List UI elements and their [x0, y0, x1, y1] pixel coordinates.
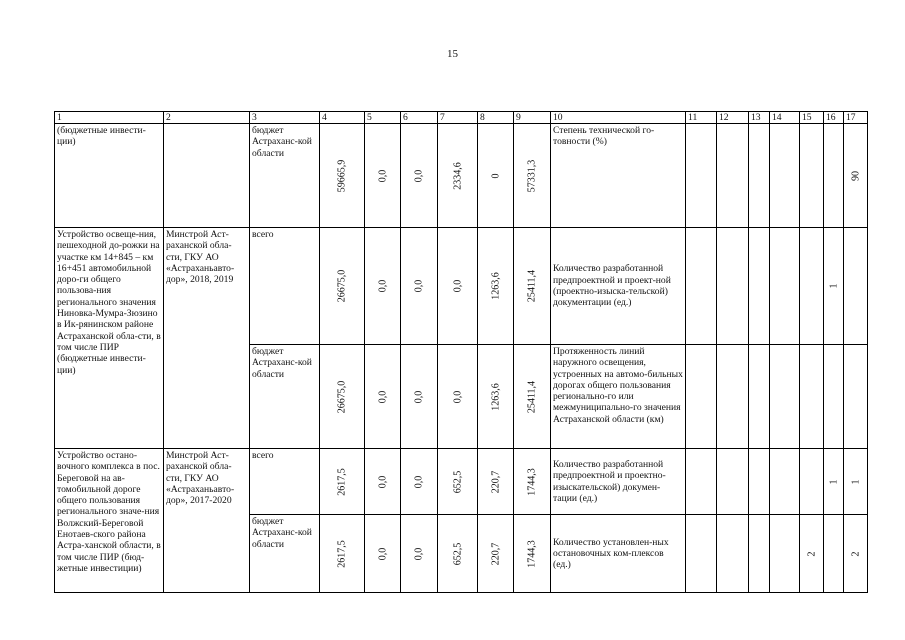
column-header: 6 — [401, 112, 438, 124]
column-header: 8 — [478, 112, 514, 124]
indicator-value-cell — [717, 449, 749, 515]
indicator-value-cell — [824, 515, 844, 593]
activity-name-cell: (бюджетные инвести-ции) — [55, 124, 164, 228]
amount-cell: 0,0 — [365, 515, 401, 593]
funding-source-cell: бюджет Астраханс-кой области — [250, 345, 320, 449]
amount-cell: 652,5 — [438, 515, 478, 593]
amount-cell: 1263,6 — [478, 345, 514, 449]
indicator-cell: Количество установлен-ных остановочных ком-плексов (ед.) — [551, 515, 686, 593]
column-header: 4 — [320, 112, 365, 124]
indicator-value-cell — [844, 228, 868, 345]
funding-source-cell: бюджет Астраханс-кой области — [250, 124, 320, 228]
column-header: 7 — [438, 112, 478, 124]
indicator-value-cell: 1 — [844, 449, 868, 515]
column-header: 13 — [749, 112, 770, 124]
indicator-value-cell — [717, 345, 749, 449]
indicator-value-cell — [686, 515, 717, 593]
indicator-value-cell — [749, 515, 770, 593]
amount-cell: 0,0 — [438, 228, 478, 345]
indicator-value-cell — [770, 449, 800, 515]
amount-cell: 0,0 — [365, 124, 401, 228]
amount-cell: 0,0 — [438, 345, 478, 449]
column-number-row — [55, 112, 868, 124]
indicator-value-cell — [686, 449, 717, 515]
funding-source-cell: всего — [250, 228, 320, 345]
column-header: 12 — [717, 112, 749, 124]
page-number: 15 — [447, 48, 458, 60]
column-header: 16 — [824, 112, 844, 124]
table-row — [55, 228, 868, 345]
amount-cell: 1744,3 — [514, 449, 551, 515]
indicator-value-cell — [717, 124, 749, 228]
indicator-value-cell — [686, 124, 717, 228]
column-header: 2 — [164, 112, 250, 124]
indicator-value-cell — [800, 345, 824, 449]
indicator-value-cell — [686, 228, 717, 345]
total-amount-cell: 2617,5 — [320, 449, 365, 515]
amount-cell: 0,0 — [365, 449, 401, 515]
total-amount-cell: 2617,5 — [320, 515, 365, 593]
indicator-value-cell — [686, 345, 717, 449]
activity-name-cell: Устройство освеще-ния, пешеходной до-рожки на участке км 14+845 – км 16+451 автомобильной доро-ги общего пользова-ния регионального значения Ниновка-Мумра-Зюзино в Ик-рянинском районе Астраханской обла-сти, в том числе ПИР (бюджетные инвести-ции) — [55, 228, 164, 449]
indicator-value-cell — [717, 515, 749, 593]
column-header: 17 — [844, 112, 868, 124]
indicator-value-cell — [824, 124, 844, 228]
column-header: 14 — [770, 112, 800, 124]
indicator-cell: Степень технической го-товности (%) — [551, 124, 686, 228]
indicator-value-cell: 90 — [844, 124, 868, 228]
indicator-cell: Количество разработанной предпроектной и проектно-изыскательской) докумен-тации (ед.) — [551, 449, 686, 515]
amount-cell: 0,0 — [365, 228, 401, 345]
indicator-value-cell — [749, 345, 770, 449]
indicator-value-cell — [800, 124, 824, 228]
indicator-value-cell — [770, 228, 800, 345]
indicator-value-cell — [770, 124, 800, 228]
column-header: 3 — [250, 112, 320, 124]
funding-source-cell: бюджет Астраханс-кой области — [250, 515, 320, 593]
column-header: 11 — [686, 112, 717, 124]
amount-cell: 57331,3 — [514, 124, 551, 228]
amount-cell: 0,0 — [401, 449, 438, 515]
indicator-value-cell — [749, 124, 770, 228]
amount-cell: 652,5 — [438, 449, 478, 515]
activity-name-cell: Устройство остано-вочного комплекса в пос. Береговой на ав-томобильной дороге общего пользования регионального значе-ния Волжский-Береговой Енотаев-ского района Астра-ханской области, в том числе ПИР (бюд-жетные инвестиции) — [55, 449, 164, 593]
column-header: 5 — [365, 112, 401, 124]
amount-cell: 25411,4 — [514, 345, 551, 449]
amount-cell: 25411,4 — [514, 228, 551, 345]
indicator-value-cell: 1 — [824, 449, 844, 515]
total-amount-cell: 26675,0 — [320, 345, 365, 449]
amount-cell: 220,7 — [478, 515, 514, 593]
column-header: 15 — [800, 112, 824, 124]
indicator-value-cell — [824, 345, 844, 449]
table-row — [55, 124, 868, 228]
executor-cell: Минстрой Аст-раханской обла-сти, ГКУ АО «Астраханьавто-дор», 2018, 2019 — [164, 228, 250, 449]
amount-cell: 0,0 — [401, 228, 438, 345]
amount-cell: 0,0 — [401, 124, 438, 228]
column-header: 1 — [55, 112, 164, 124]
indicator-value-cell — [800, 449, 824, 515]
indicator-value-cell — [800, 228, 824, 345]
total-amount-cell: 59665,9 — [320, 124, 365, 228]
amount-cell: 0,0 — [401, 515, 438, 593]
indicator-value-cell: 1 — [824, 228, 844, 345]
indicator-cell: Протяженность линий наружного освещения, устроенных на автомо-бильных дорогах общего пользования регионально-го или межмуниципально-го значения Астраханской области (км) — [551, 345, 686, 449]
executor-cell: Минстрой Аст-раханской обла-сти, ГКУ АО «Астраханьавто-дор», 2017-2020 — [164, 449, 250, 593]
funding-source-cell: всего — [250, 449, 320, 515]
indicator-value-cell — [844, 345, 868, 449]
amount-cell: 1744,3 — [514, 515, 551, 593]
total-amount-cell: 26675,0 — [320, 228, 365, 345]
amount-cell: 220,7 — [478, 449, 514, 515]
indicator-value-cell — [717, 228, 749, 345]
indicator-value-cell — [770, 515, 800, 593]
amount-cell: 0,0 — [401, 345, 438, 449]
program-table — [54, 111, 868, 593]
column-header: 9 — [514, 112, 551, 124]
indicator-value-cell: 2 — [800, 515, 824, 593]
executor-cell — [164, 124, 250, 228]
indicator-value-cell — [749, 449, 770, 515]
amount-cell: 2334,6 — [438, 124, 478, 228]
indicator-cell: Количество разработанной предпроектной и проект-ной (проектно-изыска-тельской) документации (ед.) — [551, 228, 686, 345]
indicator-value-cell — [749, 228, 770, 345]
column-header: 10 — [551, 112, 686, 124]
indicator-value-cell — [770, 345, 800, 449]
amount-cell: 0,0 — [365, 345, 401, 449]
indicator-value-cell: 2 — [844, 515, 868, 593]
amount-cell: 1263,6 — [478, 228, 514, 345]
amount-cell: 0 — [478, 124, 514, 228]
table-row — [55, 449, 868, 515]
